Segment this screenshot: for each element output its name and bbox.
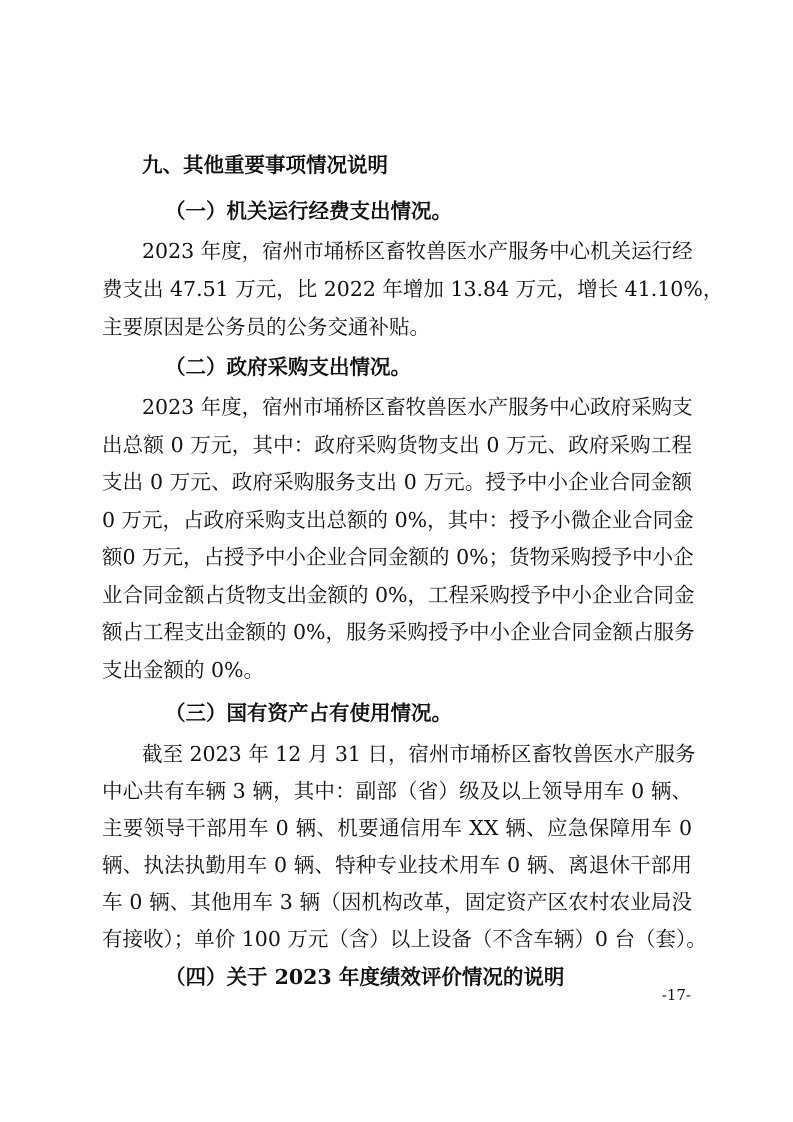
paragraph-line: 截至 2023 年 12 月 31 日，宿州市埇桥区畜牧兽医水产服务 xyxy=(142,742,696,766)
sub-heading-4: （四）关于 2023 年度绩效评价情况的说明 xyxy=(165,965,565,989)
section-title: 九、其他重要事项情况说明 xyxy=(142,153,388,177)
sub-heading-2: （二）政府采购支出情况。 xyxy=(165,355,411,379)
page-number: -17- xyxy=(661,986,691,1004)
paragraph-line: 0 万元，占政府采购支出总额的 0%，其中：授予小微企业合同金 xyxy=(102,508,694,532)
sub-heading-1: （一）机关运行经费支出情况。 xyxy=(165,199,452,223)
paragraph-line: 主要原因是公务员的公务交通补贴。 xyxy=(102,315,430,339)
paragraph-line: 辆、执法执勤用车 0 辆、特种专业技术用车 0 辆、离退休干部用 xyxy=(102,853,692,877)
paragraph-line: 业合同金额占货物支出金额的 0%，工程采购授予中小企业合同金 xyxy=(102,583,695,607)
paragraph-line: 额占工程支出金额的 0%，服务采购授予中小企业合同金额占服务 xyxy=(102,620,695,644)
paragraph-line: 2023 年度，宿州市埇桥区畜牧兽医水产服务中心机关运行经 xyxy=(142,239,693,263)
paragraph-line: 中心共有车辆 3 辆，其中：副部（省）级及以上领导用车 0 辆、 xyxy=(102,779,692,803)
paragraph-line: 费支出 47.51 万元，比 2022 年增加 13.84 万元，增长 41.10%， xyxy=(102,277,724,301)
paragraph-line: 2023 年度，宿州市埇桥区畜牧兽医水产服务中心政府采购支 xyxy=(142,395,693,419)
paragraph-line: 主要领导干部用车 0 辆、机要通信用车 XX 辆、应急保障用车 0 xyxy=(102,816,692,840)
paragraph-line: 出总额 0 万元，其中：政府采购货物支出 0 万元、政府采购工程 xyxy=(102,433,692,457)
sub-heading-3: （三）国有资产占有使用情况。 xyxy=(165,701,452,725)
paragraph-line: 支出 0 万元、政府采购服务支出 0 万元。授予中小企业合同金额 xyxy=(102,470,692,494)
paragraph-line: 支出金额的 0%。 xyxy=(102,658,265,682)
paragraph-line: 额0 万元，占授予中小企业合同金额的 0%；货物采购授予中小企 xyxy=(102,545,694,569)
paragraph-line: 有接收）；单价 100 万元（含）以上设备（不含车辆）0 台（套）。 xyxy=(102,927,707,951)
paragraph-line: 车 0 辆、其他用车 3 辆（因机构改革，固定资产区农村农业局没 xyxy=(102,890,692,914)
